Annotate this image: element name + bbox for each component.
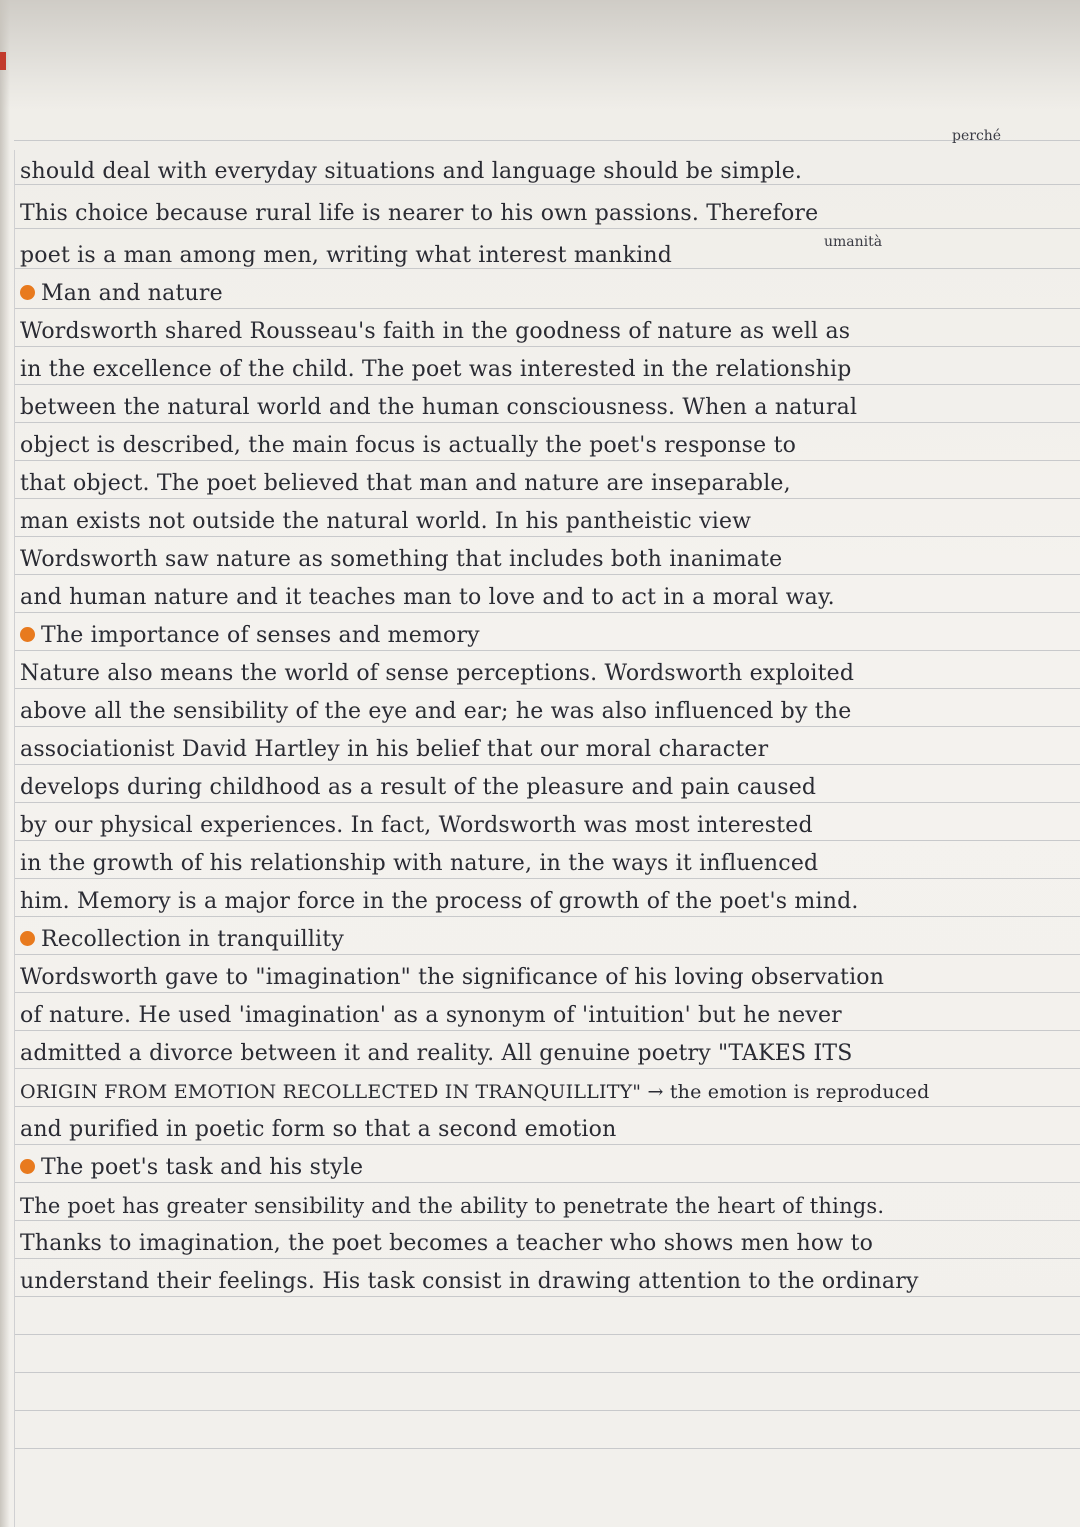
heading-text: The poet's task and his style	[41, 1155, 364, 1180]
heading-poets-task	[20, 1150, 1062, 1186]
note-line: Wordsworth gave to "imagination" the significance of his loving observation	[20, 965, 885, 990]
note-line: Thanks to imagination, the poet becomes a teacher who shows men how to	[20, 1231, 874, 1256]
note-line: ORIGIN FROM EMOTION RECOLLECTED IN TRANQUILLITY" → the emotion is reproduced	[20, 1081, 930, 1103]
note-line: The poet has greater sensibility and the ability to penetrate the heart of things.	[20, 1194, 885, 1218]
gloss-umanita: umanità	[824, 234, 883, 250]
ruled-line	[14, 1448, 1080, 1449]
note-line: admitted a divorce between it and reality. All genuine poetry "TAKES ITS	[20, 1041, 853, 1066]
note-line: should deal with everyday situations and language should be simple.	[20, 159, 803, 184]
ruled-line	[14, 140, 1080, 141]
note-line: above all the sensibility of the eye and ear; he was also influenced by the	[20, 699, 852, 724]
note-line: and human nature and it teaches man to love and to act in a moral way.	[20, 585, 835, 610]
note-line: object is described, the main focus is actually the poet's response to	[20, 433, 797, 458]
bullet-icon	[20, 1159, 35, 1174]
note-line: by our physical experiences. In fact, Wordsworth was most interested	[20, 813, 813, 838]
ruled-line	[14, 1334, 1080, 1335]
note-line: in the growth of his relationship with nature, in the ways it influenced	[20, 851, 819, 876]
note-line: of nature. He used 'imagination' as a synonym of 'intuition' but he never	[20, 1003, 842, 1028]
heading-recollection	[20, 922, 1062, 958]
bullet-icon	[20, 285, 35, 300]
page-top-shadow	[0, 0, 1080, 110]
note-line: develops during childhood as a result of the pleasure and pain caused	[20, 775, 817, 800]
ruled-line	[14, 1372, 1080, 1373]
heading-text: Man and nature	[41, 281, 223, 306]
note-line: in the excellence of the child. The poet was interested in the relationship	[20, 357, 852, 382]
note-line: Wordsworth shared Rousseau's faith in the goodness of nature as well as	[20, 319, 851, 344]
note-line: Nature also means the world of sense perceptions. Wordsworth exploited	[20, 661, 855, 686]
page-left-edge	[0, 0, 10, 1527]
heading-text: Recollection in tranquillity	[41, 927, 344, 952]
note-line: poet is a man among men, writing what interest mankind	[20, 243, 673, 268]
note-line: This choice because rural life is nearer to his own passions. Therefore	[20, 201, 819, 226]
heading-man-and-nature	[20, 276, 1062, 312]
bullet-icon	[20, 627, 35, 642]
note-line: associationist David Hartley in his belief that our moral character	[20, 737, 769, 762]
red-corner-mark	[0, 52, 6, 70]
heading-senses-and-memory	[20, 618, 1062, 654]
note-line: between the natural world and the human consciousness. When a natural	[20, 395, 858, 420]
gloss-perche: perché	[952, 128, 1002, 144]
note-line: understand their feelings. His task consist in drawing attention to the ordinary	[20, 1269, 919, 1294]
note-line: Wordsworth saw nature as something that includes both inanimate	[20, 547, 783, 572]
note-line: man exists not outside the natural world. In his pantheistic view	[20, 509, 752, 534]
note-line: him. Memory is a major force in the process of growth of the poet's mind.	[20, 889, 859, 914]
heading-text: The importance of senses and memory	[41, 623, 480, 648]
bullet-icon	[20, 931, 35, 946]
note-line: that object. The poet believed that man and nature are inseparable,	[20, 471, 791, 496]
note-line: and purified in poetic form so that a second emotion	[20, 1117, 617, 1142]
margin-line	[14, 150, 15, 1527]
ruled-line	[14, 1410, 1080, 1411]
